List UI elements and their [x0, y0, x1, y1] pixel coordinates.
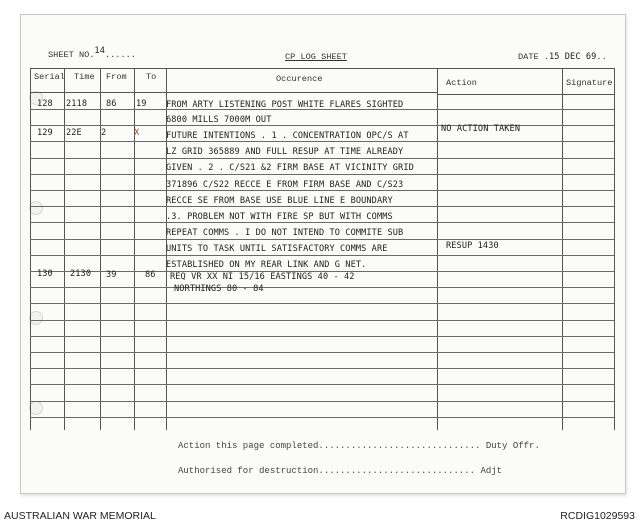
table-column-rule — [614, 68, 615, 430]
occurence-line: LZ GRID 365889 AND FULL RESUP AT TIME ALREADY — [166, 147, 404, 157]
page-title: CP LOG SHEET — [285, 52, 347, 62]
table-column-rule — [437, 68, 438, 430]
table-row-rule — [30, 158, 614, 159]
entry-time: 2130 — [70, 269, 92, 279]
occurence-line: UNITS TO TASK UNTIL SATISFACTORY COMMS ARE — [166, 244, 388, 254]
archive-name: AUSTRALIAN WAR MEMORIAL — [4, 510, 156, 522]
table-row-rule — [30, 336, 614, 337]
entry-to: X — [134, 128, 140, 138]
punch-hole — [29, 401, 43, 415]
entry-from: 2 — [101, 128, 107, 138]
table-row-rule — [30, 222, 614, 223]
table-row-rule — [30, 417, 614, 418]
table-row-rule — [30, 174, 614, 175]
table-row-rule — [30, 401, 614, 402]
col-header-action: Action — [446, 78, 477, 88]
date-label: DATE . — [518, 52, 549, 62]
date-value: 15 DEC 69 — [548, 52, 597, 62]
col-header-occurence: Occurence — [276, 74, 323, 84]
table-column-rule — [64, 68, 65, 430]
sheet-number — [48, 46, 136, 60]
table-header-rule — [30, 92, 437, 93]
archive-id: RCDIG1029593 — [560, 510, 635, 522]
col-header-serial: Serial — [34, 72, 65, 82]
punch-hole — [29, 311, 43, 325]
table-column-rule — [134, 68, 135, 430]
table-row-rule — [30, 206, 614, 207]
occurence-line: RECCE SE FROM BASE USE BLUE LINE E BOUNDARY — [166, 196, 393, 206]
table-row-rule — [30, 287, 614, 288]
sheet-label: SHEET NO. — [48, 50, 95, 60]
col-header-to: To — [146, 72, 157, 82]
occurence-line: NORTHINGS 80 - 84 — [174, 284, 264, 294]
punch-hole — [29, 201, 43, 215]
table-row-rule — [30, 255, 614, 256]
table-row-rule — [30, 239, 614, 240]
table-top-rule — [30, 68, 614, 69]
entry-time: 2118 — [66, 99, 88, 109]
action-text: RESUP 1430 — [446, 241, 499, 251]
sheet-dots: ...... — [104, 50, 136, 60]
col-header-from: From — [106, 72, 127, 82]
table-row-rule — [30, 368, 614, 369]
table-row-rule — [30, 352, 614, 353]
occurence-line: FUTURE INTENTIONS . 1 . CONCENTRATION OPC/S AT — [166, 131, 409, 141]
table-column-rule — [30, 68, 31, 430]
occurence-line: REPEAT COMMS . I DO NOT INTEND TO COMMITE SUB — [166, 228, 404, 238]
date-field — [518, 52, 607, 62]
occurence-line: FROM ARTY LISTENING POST WHITE FLARES SIGHTED — [166, 100, 404, 110]
entry-from: 86 — [106, 99, 117, 109]
date-dots: .. — [596, 52, 607, 62]
entry-to: 86 — [145, 270, 156, 280]
table-row-rule — [30, 190, 614, 191]
occurence-line: 6800 MILLS 7000M OUT — [166, 115, 272, 125]
entry-from: 39 — [106, 270, 117, 280]
occurence-line: REQ VR XX NI 15/16 EASTINGS 40 - 42 — [170, 272, 355, 282]
table-row-rule — [30, 320, 614, 321]
table-header-rule — [437, 94, 614, 95]
col-header-time: Time — [74, 72, 95, 82]
entry-to: 19 — [136, 99, 147, 109]
occurence-line: .3. PROBLEM NOT WITH FIRE SP BUT WITH COMMS — [166, 212, 393, 222]
entry-time: 22E — [66, 128, 82, 138]
occurence-line: 371896 C/S22 RECCE E FROM FIRM BASE AND C/S23 — [166, 180, 404, 190]
table-row-rule — [30, 125, 614, 126]
table-row-rule — [30, 141, 614, 142]
occurence-line: GIVEN . 2 . C/S21 &2 FIRM BASE AT VICINITY GRID — [166, 163, 414, 173]
entry-serial: 128 — [37, 99, 53, 109]
action-text: NO ACTION TAKEN — [441, 124, 521, 134]
occurence-line: ESTABLISHED ON MY REAR LINK AND G NET. — [166, 260, 367, 270]
authorised-destruction-line: Authorised for destruction............................. Adjt — [178, 466, 503, 476]
col-header-signature: Signature — [566, 78, 613, 88]
action-completed-line: Action this page completed.............................. Duty Offr. — [178, 441, 540, 451]
table-row-rule — [30, 384, 614, 385]
entry-serial: 130 — [37, 269, 53, 279]
entry-serial: 129 — [37, 128, 53, 138]
table-column-rule — [562, 68, 563, 430]
log-sheet — [20, 14, 626, 494]
sheet-value: 14 — [94, 46, 105, 56]
table-row-rule — [30, 303, 614, 304]
table-column-rule — [100, 68, 101, 430]
